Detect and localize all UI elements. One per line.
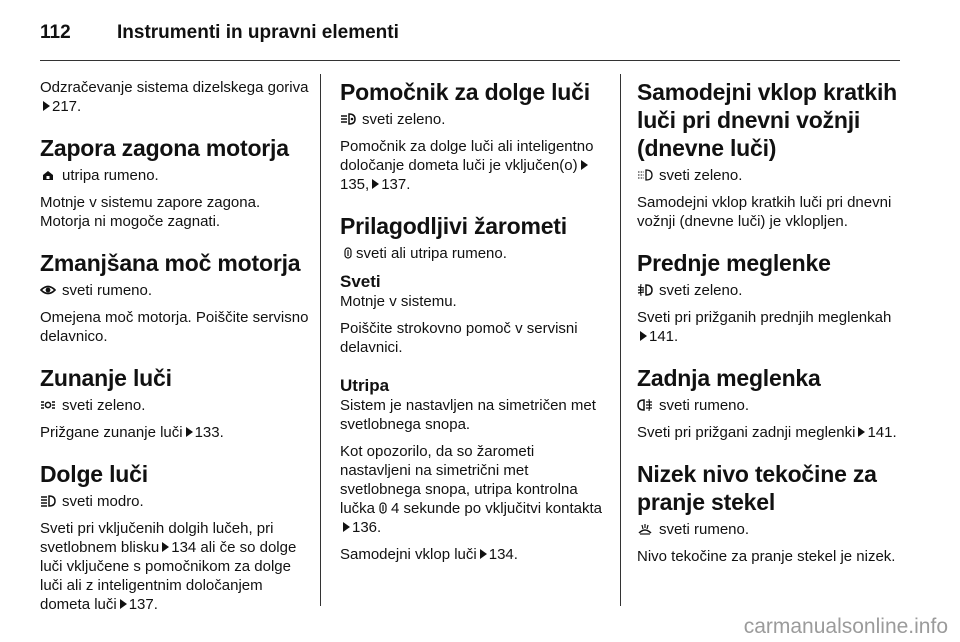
section-body: Motnje v sistemu zapore zagona. Motorja ni mogoče zagnati. (40, 194, 261, 230)
subsection-body: Samodejni vklop luči 134. (340, 546, 518, 563)
front-fog-icon (637, 284, 653, 296)
page-ref-arrow-icon (372, 179, 379, 189)
column-3 (637, 78, 897, 574)
subsection-body: Sistem je nastavljen na simetričen met svetlobnega snopa. (340, 397, 596, 433)
engine-power-icon (40, 284, 56, 296)
page-number: 112 (40, 22, 71, 43)
page-ref-arrow-icon (43, 101, 50, 111)
section-heading: Prednje meglenke (637, 250, 831, 276)
column-1 (40, 78, 310, 622)
section-heading: Pomočnik za dolge luči (340, 79, 590, 105)
section-body: Sveti pri prižgani zadnji meglenki 141. (637, 424, 897, 441)
page-ref-arrow-icon (343, 522, 350, 532)
status-line: sveti zeleno. (637, 166, 897, 185)
status-line: sveti rumeno. (637, 520, 897, 539)
subsection-heading: Sveti (340, 272, 381, 291)
section-heading: Nizek nivo tekočine za pranje stekel (637, 461, 877, 515)
exterior-lights-icon (40, 399, 56, 411)
page-ref-arrow-icon (581, 160, 588, 170)
section-heading: Zmanjšana moč motorja (40, 250, 301, 276)
page-ref-arrow-icon (480, 549, 487, 559)
status-line: sveti modro. (40, 492, 310, 511)
page-ref-arrow-icon (120, 599, 127, 609)
high-beam-icon (40, 495, 56, 507)
section-body: Pomočnik za dolge luči ali inteligentno določanje dometa luči je vključen(o)135, 137. (340, 138, 594, 193)
section-body: Prižgane zunanje luči 133. (40, 424, 224, 441)
section-heading: Prilagodljivi žarometi (340, 213, 567, 239)
page-ref-arrow-icon (186, 427, 193, 437)
subsection-body: Poiščite strokovno pomoč v servisni delavnici. (340, 320, 578, 356)
status-line: sveti zeleno. (40, 396, 310, 415)
column-2 (340, 78, 608, 572)
status-line: sveti rumeno. (40, 281, 310, 300)
page-ref-arrow-icon (858, 427, 865, 437)
column-divider (320, 74, 321, 606)
page-title: Instrumenti in upravni elementi (117, 22, 399, 43)
page-ref-arrow-icon (640, 331, 647, 341)
washer-fluid-icon (637, 523, 653, 535)
status-line: sveti rumeno. (637, 396, 897, 415)
section-heading: Zapora zagona motorja (40, 135, 289, 161)
section-body: Sveti pri prižganih prednjih meglenkah141. (637, 309, 892, 345)
section-body: Nivo tekočine za pranje stekel je nizek. (637, 548, 896, 565)
section-heading: Zadnja meglenka (637, 365, 821, 391)
header-rule (40, 60, 900, 61)
status-line: utripa rumeno. (40, 166, 310, 185)
section-heading: Dolge luči (40, 461, 148, 487)
immobilizer-icon (40, 169, 56, 181)
column-divider (620, 74, 621, 606)
subsection-body: Kot opozorilo, da so žarometi nastavljeni na simetrični met svetlobnega snopa, utripa kontrolna lučka 4 sekunde po vključitvi kontakta136. (340, 443, 602, 536)
rear-fog-icon (637, 399, 653, 411)
section-body: Sveti pri vključenih dolgih lučeh, pri svetlobnem blisku 134 ali če so dolge luči vključene s pomočnikom za dolge luči ali z inteligentnim določanjem dometa luči 137. (40, 520, 297, 613)
status-line: sveti ali utripa rumeno. (340, 244, 608, 263)
watermark: carmanualsonline.info (743, 615, 948, 638)
high-beam-assist-icon (340, 113, 356, 125)
subsection-body: Motnje v sistemu. (340, 293, 457, 310)
section-heading: Zunanje luči (40, 365, 172, 391)
adaptive-headlight-icon (379, 502, 387, 514)
intro-paragraph: Odzračevanje sistema dizelskega goriva217. (40, 79, 309, 115)
page-ref-arrow-icon (162, 542, 169, 552)
status-line: sveti zeleno. (637, 281, 897, 300)
adaptive-headlight-icon (344, 247, 352, 259)
section-body: Omejena moč motorja. Poiščite servisno delavnico. (40, 309, 309, 345)
section-heading: Samodejni vklop kratkih luči pri dnevni vožnji (dnevne luči) (637, 79, 897, 161)
section-body: Samodejni vklop kratkih luči pri dnevni vožnji (dnevne luči) je vklopljen. (637, 194, 892, 230)
subsection-heading: Utripa (340, 376, 390, 395)
daytime-lights-icon (637, 169, 653, 181)
status-line: sveti zeleno. (340, 110, 608, 129)
